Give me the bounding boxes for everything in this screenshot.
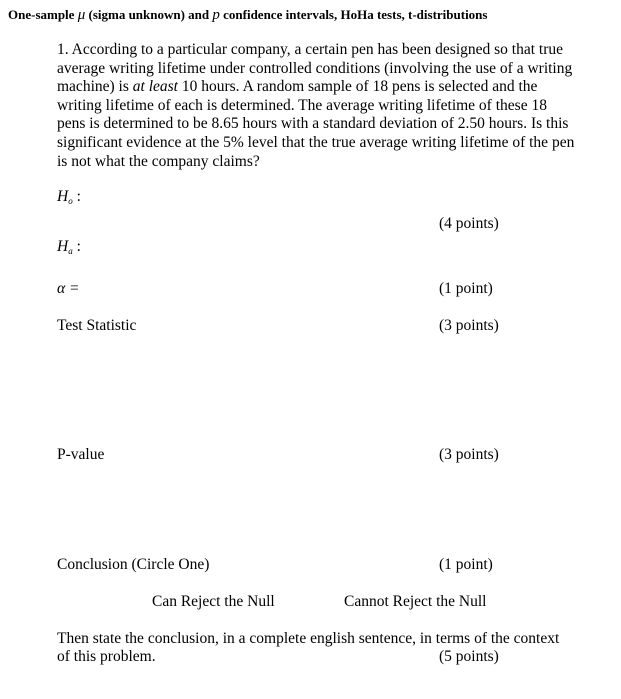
null-hypothesis-subscript: o bbox=[68, 196, 73, 206]
final-instruction bbox=[57, 630, 587, 666]
option-cannot-reject[interactable]: Cannot Reject the Null bbox=[344, 593, 487, 610]
mu-symbol: μ bbox=[77, 7, 86, 23]
header-suffix: confidence intervals, HoHa tests, t-distributions bbox=[223, 7, 488, 22]
header-prefix: One-sample bbox=[8, 7, 75, 22]
test-statistic-label: Test Statistic bbox=[57, 317, 137, 334]
header-middle: (sigma unknown) and bbox=[88, 7, 210, 22]
final-instruction-line1: Then state the conclusion, in a complete english sentence, in terms of the context bbox=[57, 630, 560, 647]
p-value-points: (3 points) bbox=[439, 446, 499, 463]
conclusion-label: Conclusion (Circle One) bbox=[57, 556, 210, 573]
question-emphasis: at least bbox=[132, 78, 178, 96]
alpha-label: α = bbox=[57, 280, 80, 297]
page-header bbox=[8, 7, 487, 24]
final-points: (5 points) bbox=[439, 648, 499, 665]
conclusion-points: (1 point) bbox=[439, 556, 493, 573]
p-value-label: P-value bbox=[57, 446, 105, 463]
alt-hypothesis-subscript: a bbox=[68, 246, 73, 256]
alt-hypothesis-label: $H_a$ : bbox=[57, 238, 81, 256]
alpha-points: (1 point) bbox=[439, 280, 493, 297]
hypotheses-points: (4 points) bbox=[439, 215, 499, 232]
null-hypothesis-label: $H_o$ : bbox=[57, 188, 81, 206]
question-text bbox=[57, 41, 577, 171]
test-statistic-points: (3 points) bbox=[439, 317, 499, 334]
question-text-after: 10 hours. A random sample of 18 pens is selected and the writing lifetime of each is determined. The average writing lifetime of these 18 pens is determined to be 8.65 hours with a standard deviation of 2.50 hours. Is this significant evidence at the 5% level that the true average writing lifetime of the pen is not what the company claims? bbox=[57, 78, 575, 170]
final-instruction-line2: of this problem. bbox=[57, 648, 156, 665]
question-text-before: 1. According to a particular company, a certain pen has been designed so that true average writing lifetime under controlled conditions (involving the use of a writing machine) is bbox=[57, 41, 573, 96]
p-symbol: p bbox=[212, 7, 220, 23]
option-can-reject[interactable]: Can Reject the Null bbox=[152, 593, 275, 610]
